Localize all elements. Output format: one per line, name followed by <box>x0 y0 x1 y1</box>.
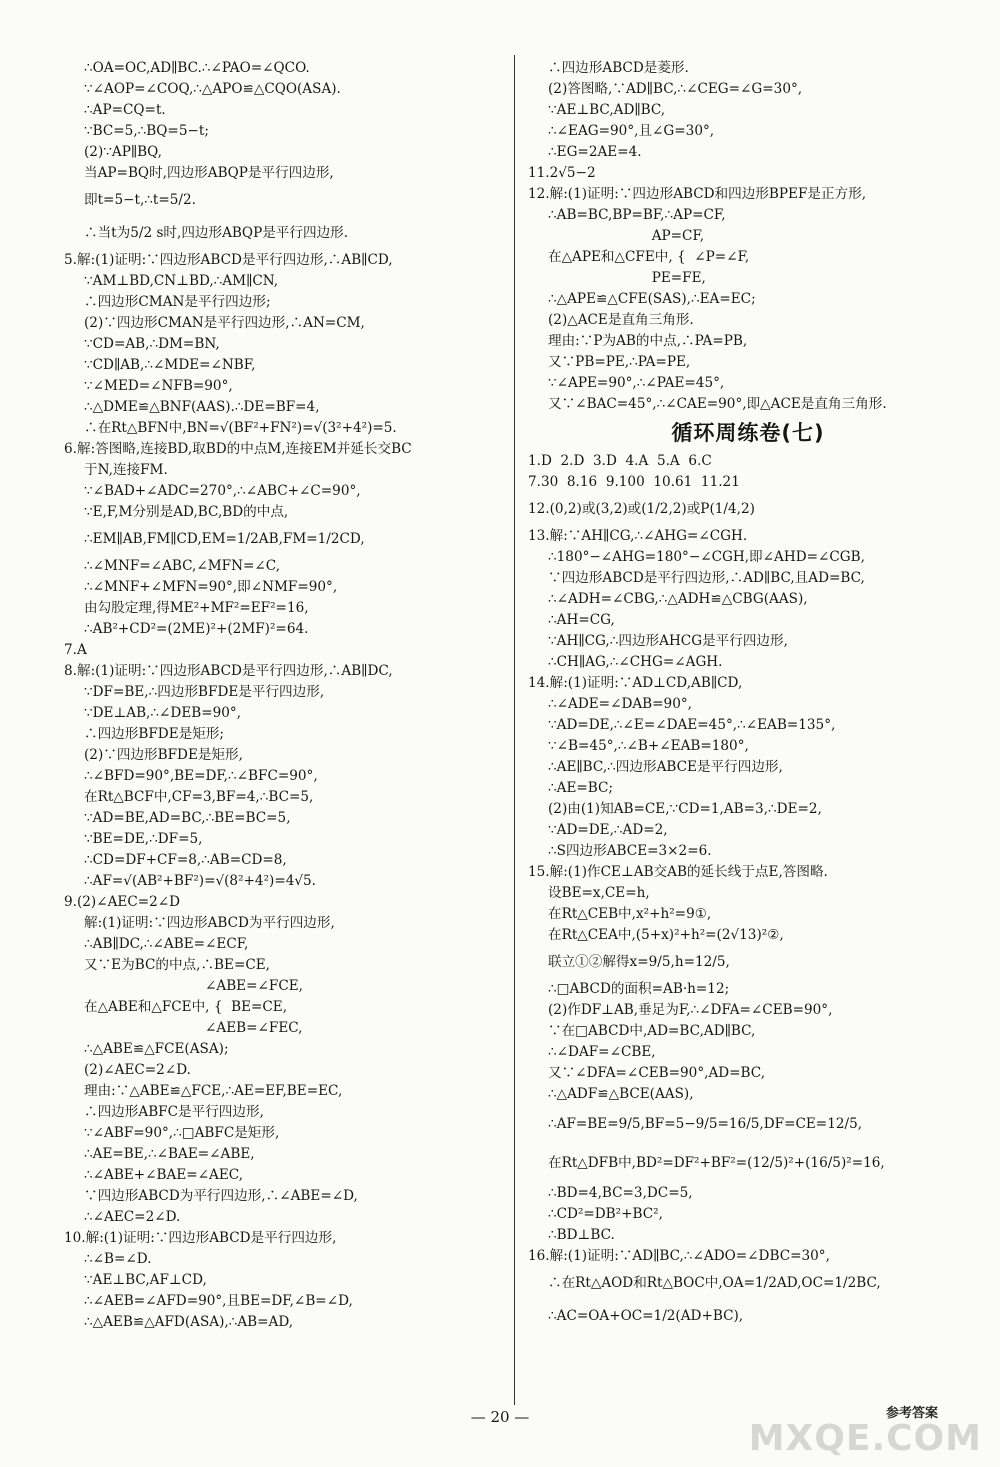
right-column-top <box>528 58 968 415</box>
answer-line: ∴AB=BC,BP=BF,∴AP=CF, <box>548 207 726 223</box>
answer-line: 在Rt△CEB中,x²+h²=9①, <box>548 906 712 922</box>
answer-line: ∵四边形ABCD是平行四边形,∴AD∥BC,且AD=BC, <box>548 570 865 586</box>
answer-line: ∴四边形ABFC是平行四边形, <box>84 1104 264 1120</box>
answer-line: 12.解:(1)证明:∵四边形ABCD和四边形BPEF是正方形, <box>528 186 867 202</box>
answer-line: ∴四边形ABCD是菱形. <box>548 60 689 76</box>
answer-line: ∵CD∥AB,∴∠MDE=∠NBF, <box>84 357 256 373</box>
answer-line: 在Rt△BCF中,CF=3,BF=4,∴BC=5, <box>84 789 314 805</box>
answer-line: ∴S四边形ABCE=3×2=6. <box>548 843 712 859</box>
answer-line: ∴CD²=DB²+BC², <box>548 1206 663 1222</box>
left-column <box>64 58 504 1333</box>
answer-line: ∴∠DAF=∠CBE, <box>548 1044 656 1060</box>
answer-line: ∴AF=√(AB²+BF²)=√(8²+4²)=4√5. <box>84 873 316 889</box>
answer-line: ∴△DME≌△BNF(AAS).∴DE=BF=4, <box>84 399 320 415</box>
answer-line: 又∵∠BAC=45°,∴∠CAE=90°,即△ACE是直角三角形. <box>548 396 887 412</box>
answer-line: ∴OA=OC,AD∥BC.∴∠PAO=∠QCO. <box>84 60 310 76</box>
page-number: — 20 — <box>470 1408 530 1426</box>
answer-line: ∵AD=BE,AD=BC,∴BE=BC=5, <box>84 810 291 826</box>
answer-line: ∴AB∥DC,∴∠ABE=∠ECF, <box>84 936 249 952</box>
answer-line: ∴AC=OA+OC=1/2(AD+BC), <box>548 1308 744 1324</box>
answer-line: ∴BD⊥BC. <box>548 1227 615 1243</box>
answer-line: 14.解:(1)证明:∵AD⊥CD,AB∥CD, <box>528 675 743 691</box>
answer-line: ∵AD=DE,∴∠E=∠DAE=45°,∴∠EAB=135°, <box>548 717 836 733</box>
answer-line: ∵CD=AB,∴DM=BN, <box>84 336 220 352</box>
answer-line: ∴∠AEB=∠AFD=90°,且BE=DF,∠B=∠D, <box>84 1293 353 1309</box>
answer-line: 设BE=x,CE=h, <box>548 885 650 901</box>
answer-line: AP=CF, <box>548 228 705 244</box>
answer-line: ∵∠ABF=90°,∴□ABFC是矩形, <box>84 1125 280 1141</box>
answer-line: ∴∠ABE+∠BAE=∠AEC, <box>84 1167 244 1183</box>
answer-line: ∴∠MNF+∠MFN=90°,即∠NMF=90°, <box>84 579 338 595</box>
answer-line: ∴AE∥BC,∴四边形ABCE是平行四边形, <box>548 759 783 775</box>
footer-label: 参考答案 <box>885 1406 938 1421</box>
answer-line: ∴∠B=∠D. <box>84 1251 152 1267</box>
answer-line: (2)答图略,∵AD∥BC,∴∠CEG=∠G=30°, <box>548 81 803 97</box>
answer-line: 当AP=BQ时,四边形ABQP是平行四边形, <box>84 165 334 181</box>
answer-line: 解:(1)证明:∵四边形ABCD为平行四边形, <box>84 915 335 931</box>
answer-line: ∴∠MNF=∠ABC,∠MFN=∠C, <box>84 558 281 574</box>
answer-line: ∵DE⊥AB,∴∠DEB=90°, <box>84 705 242 721</box>
answer-line: 1.D 2.D 3.D 4.A 5.A 6.C <box>528 453 712 469</box>
answer-line: 在Rt△CEA中,(5+x)²+h²=(2√13)²②, <box>548 927 784 943</box>
answer-line: ∠ABE=∠FCE, <box>84 978 303 994</box>
answer-line: ∴∠EAG=90°,且∠G=30°, <box>548 123 715 139</box>
answer-line: 理由:∵P为AB的中点,∴PA=PB, <box>548 333 748 349</box>
answer-line: 7.30 8.16 9.100 10.61 11.21 <box>528 474 740 490</box>
answer-line: ∵∠BAD+∠ADC=270°,∴∠ABC+∠C=90°, <box>84 483 361 499</box>
answer-line: 即t=5−t,∴t=5/2. <box>84 192 196 208</box>
answer-line: ∵AE⊥BC,AF⊥CD, <box>84 1272 207 1288</box>
answer-line: 联立①②解得x=9/5,h=12/5, <box>548 954 730 970</box>
answer-line: ∴∠ADH=∠CBG,∴△ADH≌△CBG(AAS), <box>548 591 808 607</box>
answer-line: 8.解:(1)证明:∵四边形ABCD是平行四边形,∴AB∥DC, <box>64 663 393 679</box>
answer-line: (2)作DF⊥AB,垂足为F,∴∠DFA=∠CEB=90°, <box>548 1002 833 1018</box>
answer-line: ∴当t为5/2 s时,四边形ABQP是平行四边形. <box>84 225 349 241</box>
answer-line: ∴△ABE≌△FCE(ASA); <box>84 1041 229 1057</box>
answer-line: 于N,连接FM. <box>84 462 168 478</box>
answer-line: ∴AF=BE=9/5,BF=5−9/5=16/5,DF=CE=12/5, <box>548 1116 863 1132</box>
answer-line: ∠AEB=∠FEC, <box>84 1020 303 1036</box>
answer-line: ∵∠MED=∠NFB=90°, <box>84 378 233 394</box>
right-column <box>528 58 968 1333</box>
answer-line: 又∵∠DFA=∠CEB=90°,AD=BC, <box>548 1065 766 1081</box>
answer-line: 在△APE和△CFE中, { ∠P=∠F, <box>548 249 750 265</box>
answer-line: ∴△ADF≌△BCE(AAS), <box>548 1086 694 1102</box>
answer-line: ∴△APE≌△CFE(SAS),∴EA=EC; <box>548 291 756 307</box>
section-title: 循环周练卷(七) <box>671 421 825 445</box>
answer-line: ∵在□ABCD中,AD=BC,AD∥BC, <box>548 1023 756 1039</box>
answer-line: ∵AM⊥BD,CN⊥BD,∴AM∥CN, <box>84 273 279 289</box>
answer-line: 16.解:(1)证明:∵AD∥BC,∴∠ADO=∠DBC=30°, <box>528 1248 830 1264</box>
right-column-bottom <box>528 451 968 1333</box>
answer-line: 在Rt△DFB中,BD²=DF²+BF²=(12/5)²+(16/5)²=16, <box>548 1155 885 1171</box>
answer-line: ∴AB²+CD²=(2ME)²+(2MF)²=64. <box>84 621 309 637</box>
answer-line: ∴四边形BFDE是矩形; <box>84 726 224 742</box>
answer-line: ∴△AEB≌△AFD(ASA),∴AB=AD, <box>84 1314 294 1330</box>
answer-line: 由勾股定理,得ME²+MF²=EF²=16, <box>84 600 309 616</box>
answer-line: 9.(2)∠AEC=2∠D <box>64 894 181 910</box>
answer-line: 7.A <box>64 642 87 658</box>
answer-line: ∵AD=DE,∴AD=2, <box>548 822 668 838</box>
answer-line: 又∵PB=PE,∴PA=PE, <box>548 354 691 370</box>
answer-line: ∴∠ADE=∠DAB=90°, <box>548 696 692 712</box>
answer-line: ∴四边形CMAN是平行四边形; <box>84 294 271 310</box>
answer-line: ∴AE=BC; <box>548 780 614 796</box>
answer-line: ∴BD=4,BC=3,DC=5, <box>548 1185 693 1201</box>
answer-line: ∴EM∥AB,FM∥CD,EM=1/2AB,FM=1/2CD, <box>84 531 365 547</box>
answer-line: ∴AP=CQ=t. <box>84 102 166 118</box>
answer-line: ∵BC=5,∴BQ=5−t; <box>84 123 209 139</box>
answer-line: ∴在Rt△BFN中,BN=√(BF²+FN²)=√(3²+4²)=5. <box>84 420 397 436</box>
answer-line: ∴AH=CG, <box>548 612 615 628</box>
answer-line: PE=FE, <box>548 270 706 286</box>
answer-line: ∵DF=BE,∴四边形BFDE是平行四边形, <box>84 684 325 700</box>
answer-line: ∴在Rt△AOD和Rt△BOC中,OA=1/2AD,OC=1/2BC, <box>548 1275 881 1291</box>
column-divider <box>514 55 515 1405</box>
answer-line: ∴∠AEC=2∠D. <box>84 1209 181 1225</box>
answer-line: ∴CD=DF+CF=8,∴AB=CD=8, <box>84 852 287 868</box>
answer-line: ∴180°−∠AHG=180°−∠CGH,即∠AHD=∠CGB, <box>548 549 865 565</box>
answer-line: ∵BE=DE,∴DF=5, <box>84 831 203 847</box>
answer-line: ∴□ABCD的面积=AB·h=12; <box>548 981 730 997</box>
answer-line: (2)由(1)知AB=CE,∵CD=1,AB=3,∴DE=2, <box>548 801 822 817</box>
answer-line: ∴CH∥AG,∴∠CHG=∠AGH. <box>548 654 723 670</box>
answer-line: ∵四边形ABCD为平行四边形,∴∠ABE=∠D, <box>84 1188 358 1204</box>
answer-line: ∵AE⊥BC,AD∥BC, <box>548 102 666 118</box>
answer-line: (2)∵四边形CMAN是平行四边形,∴AN=CM, <box>84 315 365 331</box>
answer-line: (2)∵AP∥BQ, <box>84 144 162 160</box>
answer-line: (2)△ACE是直角三角形. <box>548 312 694 328</box>
answer-line: ∴EG=2AE=4. <box>548 144 642 160</box>
answer-line: ∵∠APE=90°,∴∠PAE=45°, <box>548 375 725 391</box>
answer-line: 13.解:∵AH∥CG,∴∠AHG=∠CGH. <box>528 528 748 544</box>
answer-line: ∴∠BFD=90°,BE=DF,∴∠BFC=90°, <box>84 768 318 784</box>
answer-line: (2)∵四边形BFDE是矩形, <box>84 747 243 763</box>
answer-line: 在△ABE和△FCE中, { BE=CE, <box>84 999 288 1015</box>
answer-line: ∵∠B=45°,∴∠B+∠EAB=180°, <box>548 738 749 754</box>
answer-line: (2)∠AEC=2∠D. <box>84 1062 191 1078</box>
answer-line: 10.解:(1)证明:∵四边形ABCD是平行四边形, <box>64 1230 337 1246</box>
answer-line: 6.解:答图略,连接BD,取BD的中点M,连接EM并延长交BC <box>64 441 412 457</box>
answer-line: ∴AE=BE,∴∠BAE=∠ABE, <box>84 1146 255 1162</box>
answer-line: 15.解:(1)作CE⊥AB交AB的延长线于点E,答图略. <box>528 864 828 880</box>
answer-line: 5.解:(1)证明:∵四边形ABCD是平行四边形,∴AB∥CD, <box>64 252 393 268</box>
answer-line: 理由:∵△ABE≌△FCE,∴AE=EF,BE=EC, <box>84 1083 343 1099</box>
answer-line: ∵E,F,M分别是AD,BC,BD的中点, <box>84 504 289 520</box>
answer-line: 11.2√5−2 <box>528 165 596 181</box>
answer-line: 12.(0,2)或(3,2)或(1/2,2)或P(1/4,2) <box>528 501 755 517</box>
answer-line: ∵∠AOP=∠COQ,∴△APO≌△CQO(ASA). <box>84 81 341 97</box>
watermark: MXQE.COM <box>748 1418 982 1459</box>
answer-line: 又∵E为BC的中点,∴BE=CE, <box>84 957 270 973</box>
answer-line: ∵AH∥CG,∴四边形AHCG是平行四边形, <box>548 633 788 649</box>
